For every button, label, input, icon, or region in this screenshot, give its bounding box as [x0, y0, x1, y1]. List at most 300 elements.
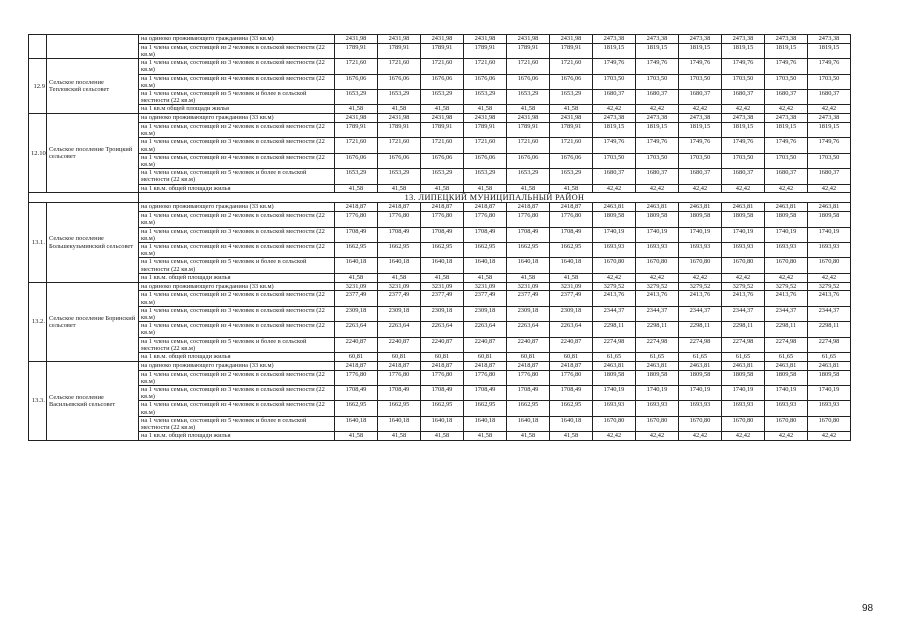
- rate-value-cell: 1640,18: [421, 258, 464, 273]
- rate-value-cell: 41,58: [378, 432, 421, 441]
- rate-value-cell: 60,81: [378, 353, 421, 362]
- tariff-table-body: [29, 35, 851, 441]
- rate-value-cell: 1640,18: [378, 258, 421, 273]
- table-row: [29, 273, 851, 282]
- rate-value-cell: 2263,64: [507, 322, 550, 337]
- rate-value-cell: 42,42: [593, 105, 636, 114]
- rate-value-cell: 1809,58: [679, 212, 722, 227]
- rate-value-cell: 1809,58: [808, 212, 851, 227]
- rate-value-cell: 2413,76: [636, 291, 679, 306]
- rate-description: на 1 члена семьи, состоящей из 3 человек в сельской местности (22 кв.м): [139, 386, 335, 401]
- rate-value-cell: 1703,50: [636, 153, 679, 168]
- rate-value-cell: 2431,98: [464, 114, 507, 123]
- rate-value-cell: 61,65: [765, 353, 808, 362]
- rate-value-cell: 3231,09: [335, 282, 378, 291]
- rate-value-cell: 2463,81: [593, 361, 636, 370]
- rate-value-cell: 1676,06: [421, 74, 464, 89]
- table-row: [29, 416, 851, 431]
- rate-value-cell: 1640,18: [464, 416, 507, 431]
- settlement-code: 12.9: [29, 59, 47, 114]
- rate-value-cell: 2263,64: [335, 322, 378, 337]
- rate-value-cell: 2240,87: [550, 337, 593, 352]
- rate-description: на 1 члена семьи, состоящей из 2 человек в сельской местности (22 кв.м): [139, 212, 335, 227]
- rate-value-cell: 1703,50: [593, 74, 636, 89]
- rate-description: на 1 члена семьи, состоящей из 3 человек в сельской местности (22 кв.м): [139, 227, 335, 242]
- rate-value-cell: 2431,98: [378, 35, 421, 44]
- rate-value-cell: 1680,37: [593, 169, 636, 184]
- rate-value-cell: 1740,19: [679, 227, 722, 242]
- rate-value-cell: 42,42: [808, 273, 851, 282]
- rate-value-cell: 1670,80: [808, 416, 851, 431]
- rate-value-cell: 2263,64: [550, 322, 593, 337]
- rate-value-cell: 1776,80: [421, 370, 464, 385]
- rate-value-cell: 1809,58: [679, 370, 722, 385]
- rate-value-cell: 60,81: [464, 353, 507, 362]
- rate-value-cell: 2263,64: [421, 322, 464, 337]
- rate-value-cell: 1721,60: [507, 138, 550, 153]
- rate-value-cell: 41,58: [464, 105, 507, 114]
- table-row: [29, 90, 851, 105]
- table-row: [29, 243, 851, 258]
- rate-value-cell: 1653,29: [507, 90, 550, 105]
- table-row: [29, 386, 851, 401]
- rate-value-cell: 3231,09: [421, 282, 464, 291]
- rate-value-cell: 1640,18: [335, 416, 378, 431]
- rate-value-cell: 2344,37: [679, 306, 722, 321]
- rate-value-cell: 1789,91: [421, 123, 464, 138]
- table-row: [29, 291, 851, 306]
- rate-value-cell: 42,42: [679, 273, 722, 282]
- rate-value-cell: 1693,93: [679, 401, 722, 416]
- rate-description: на 1 члена семьи, состоящей из 4 человек в сельской местности (22 кв.м): [139, 322, 335, 337]
- rate-value-cell: 42,42: [636, 273, 679, 282]
- table-row: [29, 184, 851, 193]
- rate-value-cell: 41,58: [421, 432, 464, 441]
- settlement-code: 13.3.: [29, 361, 47, 440]
- rate-value-cell: 1708,49: [550, 227, 593, 242]
- rate-value-cell: 1662,95: [464, 243, 507, 258]
- rate-description: на 1 члена семьи, состоящей из 2 человек в сельской местности (22 кв.м): [139, 123, 335, 138]
- rate-value-cell: 61,65: [722, 353, 765, 362]
- table-row: [29, 227, 851, 242]
- rate-value-cell: 1819,15: [808, 43, 851, 58]
- rate-value-cell: 1680,37: [679, 90, 722, 105]
- rate-value-cell: 61,65: [593, 353, 636, 362]
- rate-value-cell: 2240,87: [507, 337, 550, 352]
- rate-value-cell: 41,58: [335, 184, 378, 193]
- rate-value-cell: 2298,11: [722, 322, 765, 337]
- rate-value-cell: 1819,15: [679, 123, 722, 138]
- rate-value-cell: 1670,80: [593, 416, 636, 431]
- rate-value-cell: 42,42: [808, 432, 851, 441]
- rate-value-cell: 1809,58: [808, 370, 851, 385]
- rate-value-cell: 2431,98: [507, 114, 550, 123]
- rate-description: на одиноко проживающего гражданина (33 кв.м): [139, 282, 335, 291]
- rate-value-cell: 1676,06: [507, 153, 550, 168]
- rate-value-cell: 1721,60: [550, 59, 593, 74]
- rate-value-cell: 2377,49: [421, 291, 464, 306]
- rate-value-cell: 1740,19: [722, 386, 765, 401]
- region-header-row: [29, 193, 851, 203]
- rate-value-cell: 1693,93: [593, 401, 636, 416]
- rate-value-cell: 1749,76: [722, 59, 765, 74]
- rate-value-cell: 3279,52: [808, 282, 851, 291]
- rate-value-cell: 1670,80: [765, 416, 808, 431]
- rate-value-cell: 1676,06: [464, 153, 507, 168]
- table-row: [29, 203, 851, 212]
- rate-value-cell: 1721,60: [421, 59, 464, 74]
- rate-description: на 1 члена семьи, состоящей из 5 человек и более в сельской местности (22 кв.м): [139, 337, 335, 352]
- rate-value-cell: 1693,93: [679, 243, 722, 258]
- rate-value-cell: 1703,50: [636, 74, 679, 89]
- rate-value-cell: 1819,15: [765, 123, 808, 138]
- rate-description: на одиноко проживающего гражданина (33 кв.м): [139, 114, 335, 123]
- rate-value-cell: 2473,38: [593, 114, 636, 123]
- rate-value-cell: 2418,87: [378, 361, 421, 370]
- rate-value-cell: 2463,81: [765, 361, 808, 370]
- rate-value-cell: 1662,95: [550, 401, 593, 416]
- rate-value-cell: 2413,76: [679, 291, 722, 306]
- settlement-name: Сельское поселение Троицкий сельсовет: [47, 114, 139, 193]
- rate-value-cell: 1776,80: [464, 212, 507, 227]
- rate-value-cell: 1776,80: [335, 370, 378, 385]
- rate-value-cell: 2344,37: [808, 306, 851, 321]
- rate-value-cell: 1809,58: [765, 212, 808, 227]
- settlement-code: 13.2.: [29, 282, 47, 361]
- rate-value-cell: 1653,29: [464, 169, 507, 184]
- rate-value-cell: 1662,95: [507, 401, 550, 416]
- rate-value-cell: 2309,18: [378, 306, 421, 321]
- rate-value-cell: 1809,58: [593, 370, 636, 385]
- rate-value-cell: 1680,37: [722, 90, 765, 105]
- rate-value-cell: 1680,37: [765, 90, 808, 105]
- rate-value-cell: 1749,76: [808, 59, 851, 74]
- table-row: [29, 401, 851, 416]
- rate-value-cell: 1662,95: [335, 243, 378, 258]
- rate-description: на 1 кв.м. общей площади жилья: [139, 432, 335, 441]
- region-header: 13. ЛИПЕЦКИЙ МУНИЦИПАЛЬНЫЙ РАЙОН: [139, 193, 851, 203]
- rate-value-cell: 42,42: [593, 184, 636, 193]
- rate-value-cell: 41,58: [550, 184, 593, 193]
- rate-value-cell: 1809,58: [636, 212, 679, 227]
- rate-value-cell: 1676,06: [507, 74, 550, 89]
- rate-value-cell: 1670,80: [593, 258, 636, 273]
- rate-value-cell: 1749,76: [808, 138, 851, 153]
- table-row: [29, 138, 851, 153]
- rate-value-cell: 1640,18: [378, 416, 421, 431]
- table-row: [29, 361, 851, 370]
- rate-value-cell: 2298,11: [679, 322, 722, 337]
- rate-description: на 1 члена семьи, состоящей из 5 человек и более в сельской местности (22 кв.м): [139, 169, 335, 184]
- rate-value-cell: 1721,60: [550, 138, 593, 153]
- rate-value-cell: 41,58: [550, 105, 593, 114]
- rate-value-cell: 1693,93: [765, 401, 808, 416]
- rate-value-cell: 2431,98: [378, 114, 421, 123]
- rate-value-cell: 2309,18: [421, 306, 464, 321]
- rate-value-cell: 3279,52: [593, 282, 636, 291]
- rate-value-cell: 1640,18: [464, 258, 507, 273]
- rate-value-cell: 61,65: [679, 353, 722, 362]
- rate-value-cell: 2418,87: [421, 203, 464, 212]
- rate-value-cell: 1809,58: [765, 370, 808, 385]
- rate-value-cell: 42,42: [808, 184, 851, 193]
- rate-value-cell: 1676,06: [550, 153, 593, 168]
- rate-value-cell: 1640,18: [550, 258, 593, 273]
- rate-value-cell: 2463,81: [808, 361, 851, 370]
- rate-value-cell: 1819,15: [722, 123, 765, 138]
- rate-value-cell: 1708,49: [421, 227, 464, 242]
- rate-value-cell: 2418,87: [464, 361, 507, 370]
- table-row: [29, 169, 851, 184]
- rate-value-cell: 41,58: [507, 105, 550, 114]
- rate-value-cell: 42,42: [593, 273, 636, 282]
- rate-value-cell: 1703,50: [808, 153, 851, 168]
- rate-value-cell: 1662,95: [378, 243, 421, 258]
- rate-value-cell: 1653,29: [421, 90, 464, 105]
- rate-description: на 1 члена семьи, состоящей из 5 человек и более в сельской местности (22 кв.м): [139, 416, 335, 431]
- rate-value-cell: 2431,98: [464, 35, 507, 44]
- rate-value-cell: 2463,81: [722, 203, 765, 212]
- table-row: [29, 105, 851, 114]
- settlement-name: Сельское поселение Васильевский сельсовет: [47, 361, 139, 440]
- rate-value-cell: 2418,87: [507, 203, 550, 212]
- rate-value-cell: 41,58: [378, 184, 421, 193]
- rate-value-cell: 60,81: [335, 353, 378, 362]
- rate-value-cell: 2431,98: [335, 35, 378, 44]
- rate-value-cell: 2413,76: [765, 291, 808, 306]
- rate-value-cell: 1662,95: [335, 401, 378, 416]
- rate-value-cell: 1776,80: [507, 212, 550, 227]
- rate-value-cell: 2463,81: [679, 361, 722, 370]
- rate-value-cell: 1670,80: [722, 258, 765, 273]
- rate-value-cell: 2263,64: [378, 322, 421, 337]
- rate-value-cell: 1653,29: [378, 90, 421, 105]
- rate-value-cell: 1708,49: [378, 227, 421, 242]
- rate-value-cell: 2344,37: [765, 306, 808, 321]
- rate-value-cell: 1776,80: [550, 370, 593, 385]
- rate-value-cell: 1640,18: [507, 258, 550, 273]
- rate-value-cell: 2473,38: [593, 35, 636, 44]
- rate-value-cell: 2274,98: [722, 337, 765, 352]
- rate-value-cell: 42,42: [765, 105, 808, 114]
- rate-value-cell: 1819,15: [636, 123, 679, 138]
- rate-value-cell: 1789,91: [464, 43, 507, 58]
- rate-value-cell: 2309,18: [335, 306, 378, 321]
- rate-value-cell: 42,42: [679, 105, 722, 114]
- rate-value-cell: 1653,29: [550, 169, 593, 184]
- rate-value-cell: 1740,19: [722, 227, 765, 242]
- rate-value-cell: 1721,60: [378, 138, 421, 153]
- rate-value-cell: 1721,60: [507, 59, 550, 74]
- rate-value-cell: 1819,15: [765, 43, 808, 58]
- rate-value-cell: 3279,52: [636, 282, 679, 291]
- rate-value-cell: 1819,15: [679, 43, 722, 58]
- rate-value-cell: 2431,98: [421, 114, 464, 123]
- rate-value-cell: 1676,06: [335, 74, 378, 89]
- rate-value-cell: 2463,81: [722, 361, 765, 370]
- rate-value-cell: 1693,93: [722, 401, 765, 416]
- rate-value-cell: 1670,80: [679, 258, 722, 273]
- rate-value-cell: 1776,80: [378, 370, 421, 385]
- rate-value-cell: 2298,11: [593, 322, 636, 337]
- rate-value-cell: 42,42: [765, 273, 808, 282]
- rate-value-cell: 3279,52: [722, 282, 765, 291]
- rate-value-cell: 1708,49: [335, 227, 378, 242]
- rate-value-cell: 2463,81: [593, 203, 636, 212]
- rate-value-cell: 1693,93: [636, 243, 679, 258]
- rate-value-cell: 1740,19: [679, 386, 722, 401]
- rate-value-cell: 2263,64: [464, 322, 507, 337]
- rate-value-cell: 1703,50: [679, 153, 722, 168]
- rate-value-cell: 1819,15: [593, 123, 636, 138]
- rate-value-cell: 41,58: [421, 184, 464, 193]
- rate-value-cell: 2298,11: [808, 322, 851, 337]
- rate-value-cell: 2431,98: [507, 35, 550, 44]
- rate-value-cell: 1721,60: [335, 138, 378, 153]
- table-row: [29, 337, 851, 352]
- rate-value-cell: 41,58: [378, 105, 421, 114]
- rate-value-cell: 2240,87: [464, 337, 507, 352]
- rate-value-cell: 2463,81: [679, 203, 722, 212]
- table-row: [29, 59, 851, 74]
- rate-value-cell: 2309,18: [507, 306, 550, 321]
- table-row: [29, 322, 851, 337]
- rate-value-cell: 61,65: [808, 353, 851, 362]
- rate-value-cell: 1740,19: [593, 386, 636, 401]
- rate-value-cell: 1809,58: [722, 212, 765, 227]
- rate-description: на 1 кв.м. общей площади жилья: [139, 273, 335, 282]
- rate-value-cell: 2418,87: [550, 203, 593, 212]
- rate-value-cell: 2418,87: [378, 203, 421, 212]
- rate-value-cell: 1680,37: [808, 90, 851, 105]
- rate-value-cell: 1676,06: [550, 74, 593, 89]
- rate-value-cell: 2309,18: [464, 306, 507, 321]
- rate-value-cell: 61,65: [636, 353, 679, 362]
- rate-value-cell: 2431,98: [550, 35, 593, 44]
- rate-value-cell: 1819,15: [722, 43, 765, 58]
- rate-value-cell: 2473,38: [765, 114, 808, 123]
- rate-value-cell: 1708,49: [421, 386, 464, 401]
- rate-value-cell: 1703,50: [808, 74, 851, 89]
- rate-value-cell: 2274,98: [593, 337, 636, 352]
- rate-value-cell: 41,58: [550, 273, 593, 282]
- rate-value-cell: 2418,87: [507, 361, 550, 370]
- rate-value-cell: 1749,76: [679, 59, 722, 74]
- rate-description: на одиноко проживающего гражданина (33 кв.м): [139, 361, 335, 370]
- rate-value-cell: 2473,38: [679, 114, 722, 123]
- rate-value-cell: 2418,87: [550, 361, 593, 370]
- table-row: [29, 123, 851, 138]
- rate-value-cell: 2473,38: [808, 114, 851, 123]
- rate-value-cell: 1680,37: [765, 169, 808, 184]
- rate-description: на 1 члена семьи, состоящей из 3 человек в сельской местности (22 кв.м): [139, 138, 335, 153]
- rate-value-cell: 1776,80: [421, 212, 464, 227]
- rate-value-cell: 1670,80: [808, 258, 851, 273]
- table-row: [29, 212, 851, 227]
- rate-value-cell: 41,58: [507, 273, 550, 282]
- rate-value-cell: 42,42: [808, 105, 851, 114]
- rate-description: на 1 члена семьи, состоящей из 3 человек в сельской местности (22 кв.м): [139, 306, 335, 321]
- rate-value-cell: 41,58: [335, 105, 378, 114]
- rate-value-cell: 1740,19: [808, 227, 851, 242]
- rate-description: на 1 кв.м. общей площади жилья: [139, 353, 335, 362]
- rate-value-cell: 2344,37: [593, 306, 636, 321]
- rate-value-cell: 1708,49: [464, 227, 507, 242]
- rate-value-cell: 41,58: [464, 184, 507, 193]
- rate-value-cell: 1676,06: [421, 153, 464, 168]
- region-header-spacer: [29, 193, 139, 203]
- settlement-code: [29, 35, 47, 59]
- rate-value-cell: 1670,80: [636, 258, 679, 273]
- table-row: [29, 282, 851, 291]
- rate-description: на 1 члена семьи, состоящей из 4 человек в сельской местности (22 кв.м): [139, 153, 335, 168]
- rate-value-cell: 2473,38: [808, 35, 851, 44]
- rate-value-cell: 2463,81: [636, 361, 679, 370]
- rate-value-cell: 2431,98: [335, 114, 378, 123]
- rate-description: на 1 члена семьи, состоящей из 2 человек в сельской местности (22 кв.м): [139, 370, 335, 385]
- rate-value-cell: 2309,18: [550, 306, 593, 321]
- rate-value-cell: 1693,93: [593, 243, 636, 258]
- rate-value-cell: 2344,37: [722, 306, 765, 321]
- rate-value-cell: 1789,91: [464, 123, 507, 138]
- table-row: [29, 353, 851, 362]
- rate-value-cell: 2431,98: [421, 35, 464, 44]
- rate-value-cell: 1662,95: [507, 243, 550, 258]
- settlement-name: Сельское поселение Боринский сельсовет: [47, 282, 139, 361]
- rate-value-cell: 2413,76: [593, 291, 636, 306]
- tariff-table-sheet: [28, 34, 850, 441]
- rate-description: на 1 члена семьи, состоящей из 4 человек в сельской местности (22 кв.м): [139, 74, 335, 89]
- rate-value-cell: 1653,29: [421, 169, 464, 184]
- rate-value-cell: 1703,50: [765, 153, 808, 168]
- rate-value-cell: 41,58: [464, 432, 507, 441]
- rate-value-cell: 1721,60: [378, 59, 421, 74]
- rate-value-cell: 1653,29: [464, 90, 507, 105]
- rate-value-cell: 1693,93: [636, 401, 679, 416]
- rate-value-cell: 1740,19: [808, 386, 851, 401]
- rate-value-cell: 1640,18: [550, 416, 593, 431]
- rate-value-cell: 41,58: [378, 273, 421, 282]
- rate-value-cell: 1740,19: [636, 386, 679, 401]
- rate-value-cell: 3231,09: [507, 282, 550, 291]
- rate-value-cell: 1680,37: [808, 169, 851, 184]
- rate-value-cell: 1693,93: [808, 401, 851, 416]
- rate-value-cell: 42,42: [636, 184, 679, 193]
- rate-description: на 1 члена семьи, состоящей из 3 человек в сельской местности (22 кв.м): [139, 59, 335, 74]
- rate-value-cell: 1789,91: [335, 123, 378, 138]
- rate-value-cell: 2240,87: [378, 337, 421, 352]
- rate-value-cell: 1708,49: [507, 386, 550, 401]
- rate-value-cell: 2463,81: [636, 203, 679, 212]
- rate-value-cell: 42,42: [679, 432, 722, 441]
- rate-value-cell: 42,42: [765, 184, 808, 193]
- rate-value-cell: 60,81: [507, 353, 550, 362]
- rate-value-cell: 1676,06: [464, 74, 507, 89]
- table-row: [29, 35, 851, 44]
- rate-value-cell: 42,42: [636, 105, 679, 114]
- settlement-name: [47, 35, 139, 59]
- table-row: [29, 370, 851, 385]
- rate-description: на 1 кв.м общей площади жилья: [139, 105, 335, 114]
- rate-value-cell: 2418,87: [464, 203, 507, 212]
- rate-value-cell: 42,42: [636, 432, 679, 441]
- rate-value-cell: 3279,52: [679, 282, 722, 291]
- rate-value-cell: 1740,19: [636, 227, 679, 242]
- rate-value-cell: 2377,49: [464, 291, 507, 306]
- rate-value-cell: 2463,81: [765, 203, 808, 212]
- rate-value-cell: 1653,29: [335, 169, 378, 184]
- rate-value-cell: 2463,81: [808, 203, 851, 212]
